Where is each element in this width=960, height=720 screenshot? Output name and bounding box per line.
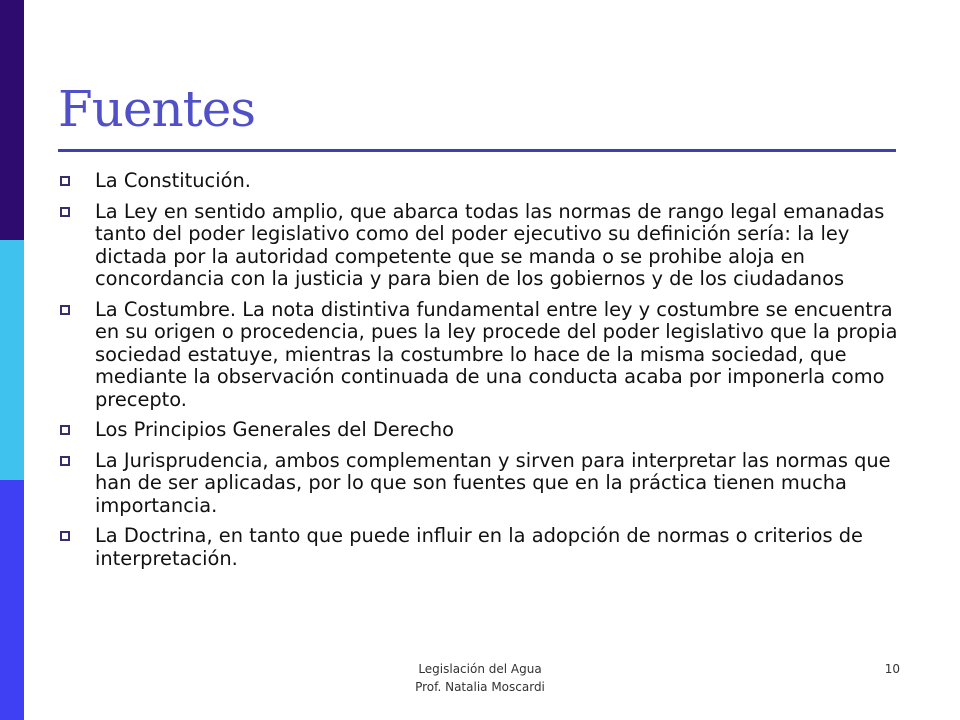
bullet-item bbox=[60, 170, 905, 193]
slide-number: 10 bbox=[884, 662, 900, 676]
bullet-item bbox=[60, 299, 905, 412]
bullet-item bbox=[60, 201, 905, 291]
bullet-text: La Ley en sentido amplio, que abarca todas las normas de rango legal emanadas tanto del poder legislativo como del poder ejecutivo su definición sería: la ley dictada por la autoridad competente que se manda o se prohibe aloja en concordancia con la justicia y para bien de los gobiernos y de los ciudadanos bbox=[95, 199, 885, 290]
slide-footer bbox=[380, 660, 580, 696]
bullet-text: La Doctrina, en tanto que puede influir en la adopción de normas o criterios de interpretación. bbox=[95, 524, 863, 570]
square-bullet-icon bbox=[60, 305, 70, 315]
bullet-list bbox=[60, 170, 905, 578]
square-bullet-icon bbox=[60, 207, 70, 217]
bullet-item bbox=[60, 450, 905, 518]
square-bullet-icon bbox=[60, 531, 70, 541]
footer-professor-name: Prof. Natalia Moscardi bbox=[415, 680, 545, 694]
side-bar-middle bbox=[0, 240, 24, 480]
slide-title: Fuentes bbox=[58, 80, 256, 138]
title-underline bbox=[58, 149, 896, 152]
side-bar-bottom bbox=[0, 480, 24, 720]
bullet-text: La Jurisprudencia, ambos complementan y sirven para interpretar las normas que han de ser aplicadas, por lo que son fuentes que en la práctica tienen mucha importancia. bbox=[95, 448, 891, 517]
bullet-text: La Constitución. bbox=[95, 169, 251, 192]
square-bullet-icon bbox=[60, 176, 70, 186]
square-bullet-icon bbox=[60, 456, 70, 466]
bullet-item bbox=[60, 419, 905, 442]
footer-course-name: Legislación del Agua bbox=[418, 662, 542, 676]
bullet-text: La Costumbre. La nota distintiva fundamental entre ley y costumbre se encuentra en su origen o procedencia, pues la ley procede del poder legislativo que la propia sociedad estatuye, mientras la costumbre lo hace de la misma sociedad, que mediante la observación continuada de una conducta acaba por imponerla como precepto. bbox=[95, 297, 898, 411]
side-bar-top bbox=[0, 0, 24, 240]
square-bullet-icon bbox=[60, 425, 70, 435]
bullet-item bbox=[60, 525, 905, 570]
bullet-text: Los Principios Generales del Derecho bbox=[95, 418, 455, 441]
